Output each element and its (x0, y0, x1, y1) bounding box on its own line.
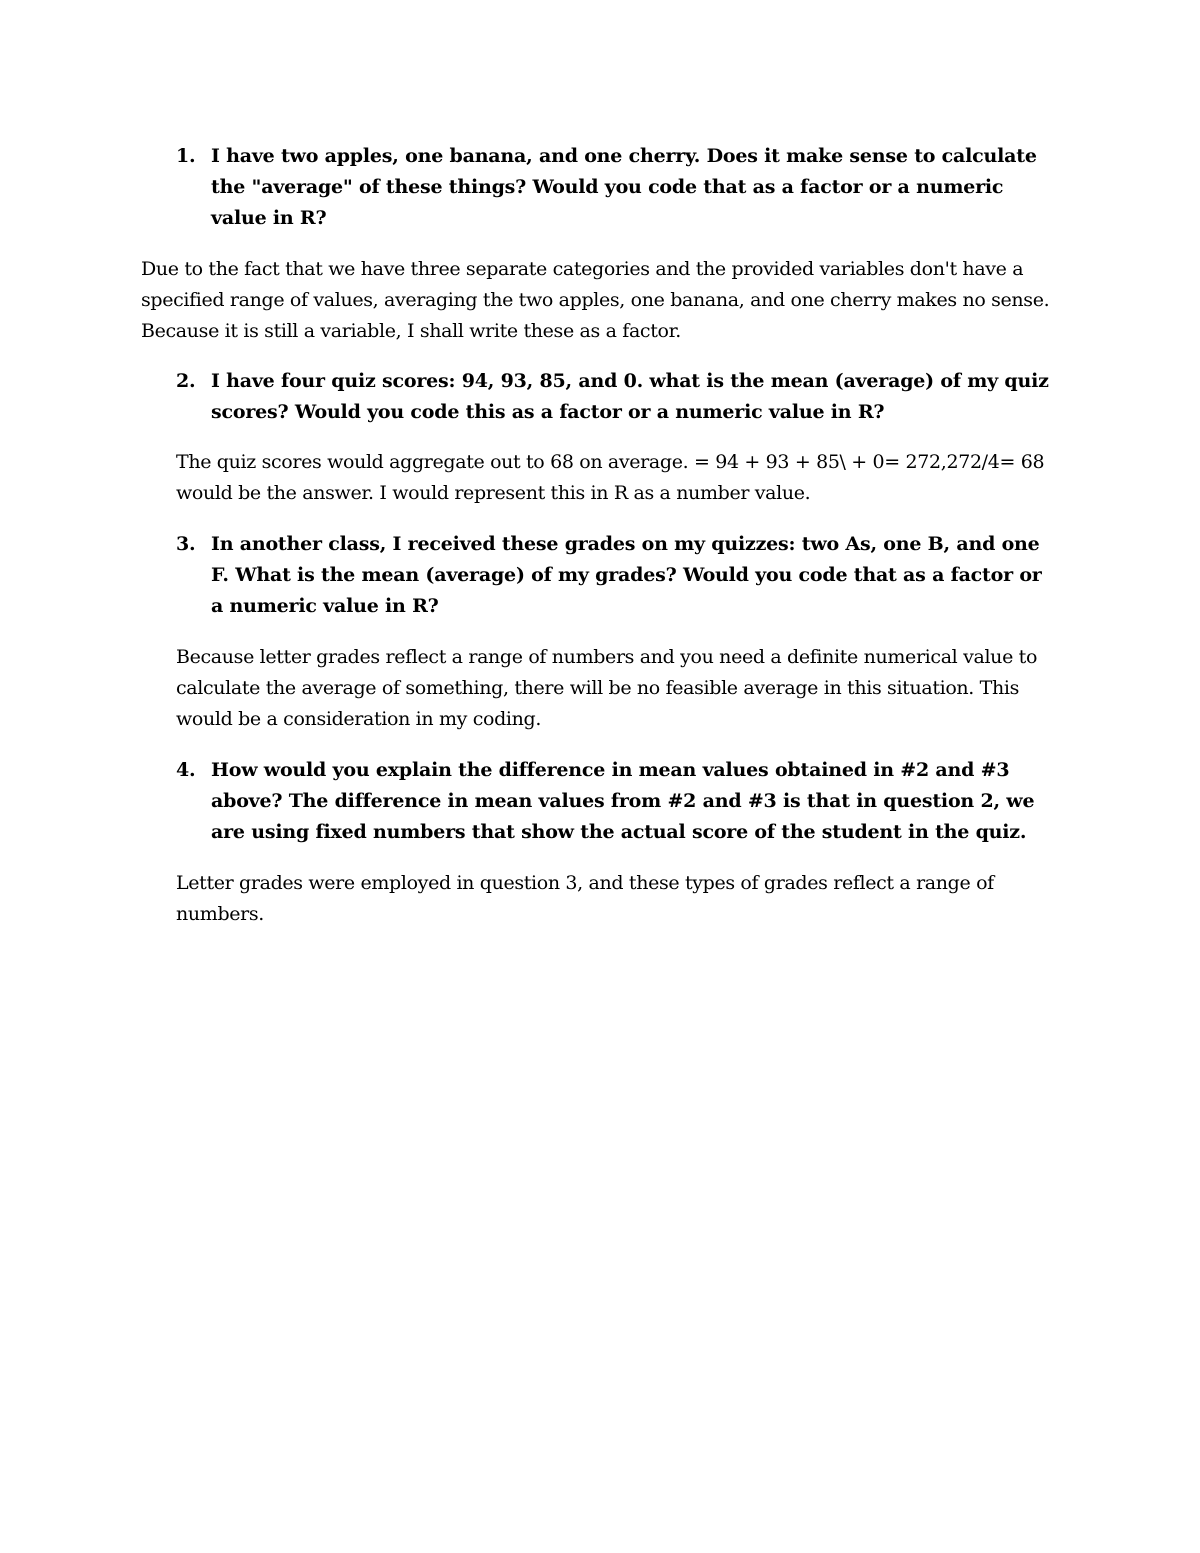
answer-1: Due to the fact that we have three separate categories and the provided variables don't have a specified range of values, averaging the two apples, one banana, and one cherry makes no sense. Because it is still a variable, I shall write these as a factor. (141, 258, 1050, 342)
question-text: I have two apples, one banana, and one cherry. Does it make sense to calculate the "average" of these things? Would you code that as a factor or a numeric value in R? (211, 145, 1037, 229)
answer-2: The quiz scores would aggregate out to 68 on average. = 94 + 93 + 85\ + 0= 272,272/4= 68 would be the answer. I would represent this in R as a number value. (176, 451, 1045, 504)
question-number: 1. (176, 145, 196, 167)
answer-4: Letter grades were employed in question 3, and these types of grades reflect a range of numbers. (176, 872, 994, 925)
answer-3: Because letter grades reflect a range of numbers and you need a definite numerical value to calculate the average of something, there will be no feasible average in this situation. This would be a consideration in my coding. (176, 646, 1038, 730)
question-number: 2. (176, 370, 196, 392)
question-text: How would you explain the difference in mean values obtained in #2 and #3 above? The difference in mean values from #2 and #3 is that in question 2, we are using fixed numbers that show the actual score of the student in the quiz. (211, 759, 1035, 843)
question-text: In another class, I received these grades on my quizzes: two As, one B, and one F. What is the mean (average) of my grades? Would you code that as a factor or a numeric value in R? (211, 533, 1042, 617)
question-1 (176, 141, 1056, 234)
question-number: 4. (176, 759, 196, 781)
question-3 (176, 529, 1056, 622)
question-text: I have four quiz scores: 94, 93, 85, and 0. what is the mean (average) of my quiz scores? Would you code this as a factor or a numeric value in R? (211, 370, 1049, 423)
question-number: 3. (176, 533, 196, 555)
question-2 (176, 366, 1056, 428)
question-4 (176, 755, 1056, 848)
